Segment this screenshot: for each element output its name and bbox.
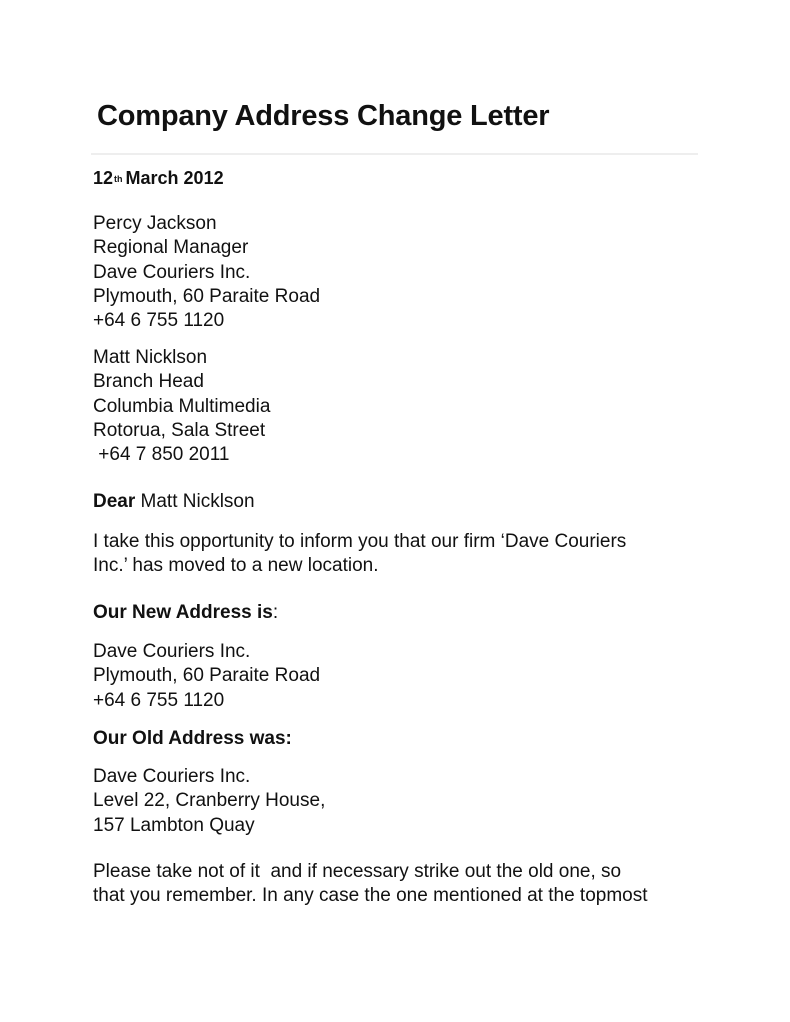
recipient-company: Columbia Multimedia	[93, 395, 271, 417]
sender-company: Dave Couriers Inc.	[93, 261, 251, 283]
date-month-year: March 2012	[125, 168, 224, 188]
new-address-company: Dave Couriers Inc.	[93, 641, 251, 662]
sender-address-block	[93, 212, 320, 333]
recipient-street: Rotorua, Sala Street	[93, 419, 266, 441]
intro-line: I take this opportunity to inform you that our firm ‘Dave Couriers	[93, 531, 627, 552]
old-address-company: Dave Couriers Inc.	[93, 766, 251, 787]
intro-paragraph	[93, 530, 626, 579]
letter-date	[93, 166, 224, 191]
old-address-block	[93, 765, 325, 838]
old-address-heading-text: Our Old Address was:	[93, 728, 292, 749]
new-address-block	[93, 640, 320, 713]
salutation	[93, 490, 255, 514]
old-address-building: Level 22, Cranberry House,	[93, 790, 326, 812]
intro-line: Inc.’ has moved to a new location.	[93, 555, 379, 577]
date-suffix: th	[114, 174, 123, 184]
date-day: 12	[93, 168, 114, 188]
salutation-prefix: Dear	[93, 491, 136, 512]
new-address-heading	[93, 601, 278, 625]
recipient-phone: +64 7 850 2011	[93, 444, 230, 466]
closing-line: that you remember. In any case the one mentioned at the topmost	[93, 885, 648, 907]
sender-phone: +64 6 755 1120	[93, 310, 225, 332]
old-address-street: 157 Lambton Quay	[93, 814, 255, 836]
new-address-phone: +64 6 755 1120	[93, 689, 225, 711]
old-address-heading	[93, 727, 292, 751]
closing-paragraph	[93, 860, 648, 909]
recipient-address-block	[93, 346, 270, 467]
title-divider	[91, 153, 698, 155]
recipient-name: Matt Nicklson	[93, 347, 208, 368]
sender-street: Plymouth, 60 Paraite Road	[93, 285, 321, 307]
sender-title: Regional Manager	[93, 237, 249, 259]
salutation-name: Matt Nicklson	[135, 491, 255, 512]
new-address-heading-text: Our New Address is	[93, 602, 273, 623]
new-address-street: Plymouth, 60 Paraite Road	[93, 665, 321, 687]
closing-line: Please take not of it and if necessary strike out the old one, so	[93, 861, 622, 882]
sender-name: Percy Jackson	[93, 213, 217, 234]
page-title: Company Address Change Letter	[97, 100, 550, 132]
new-address-heading-colon: :	[272, 602, 279, 623]
recipient-title: Branch Head	[93, 371, 204, 393]
